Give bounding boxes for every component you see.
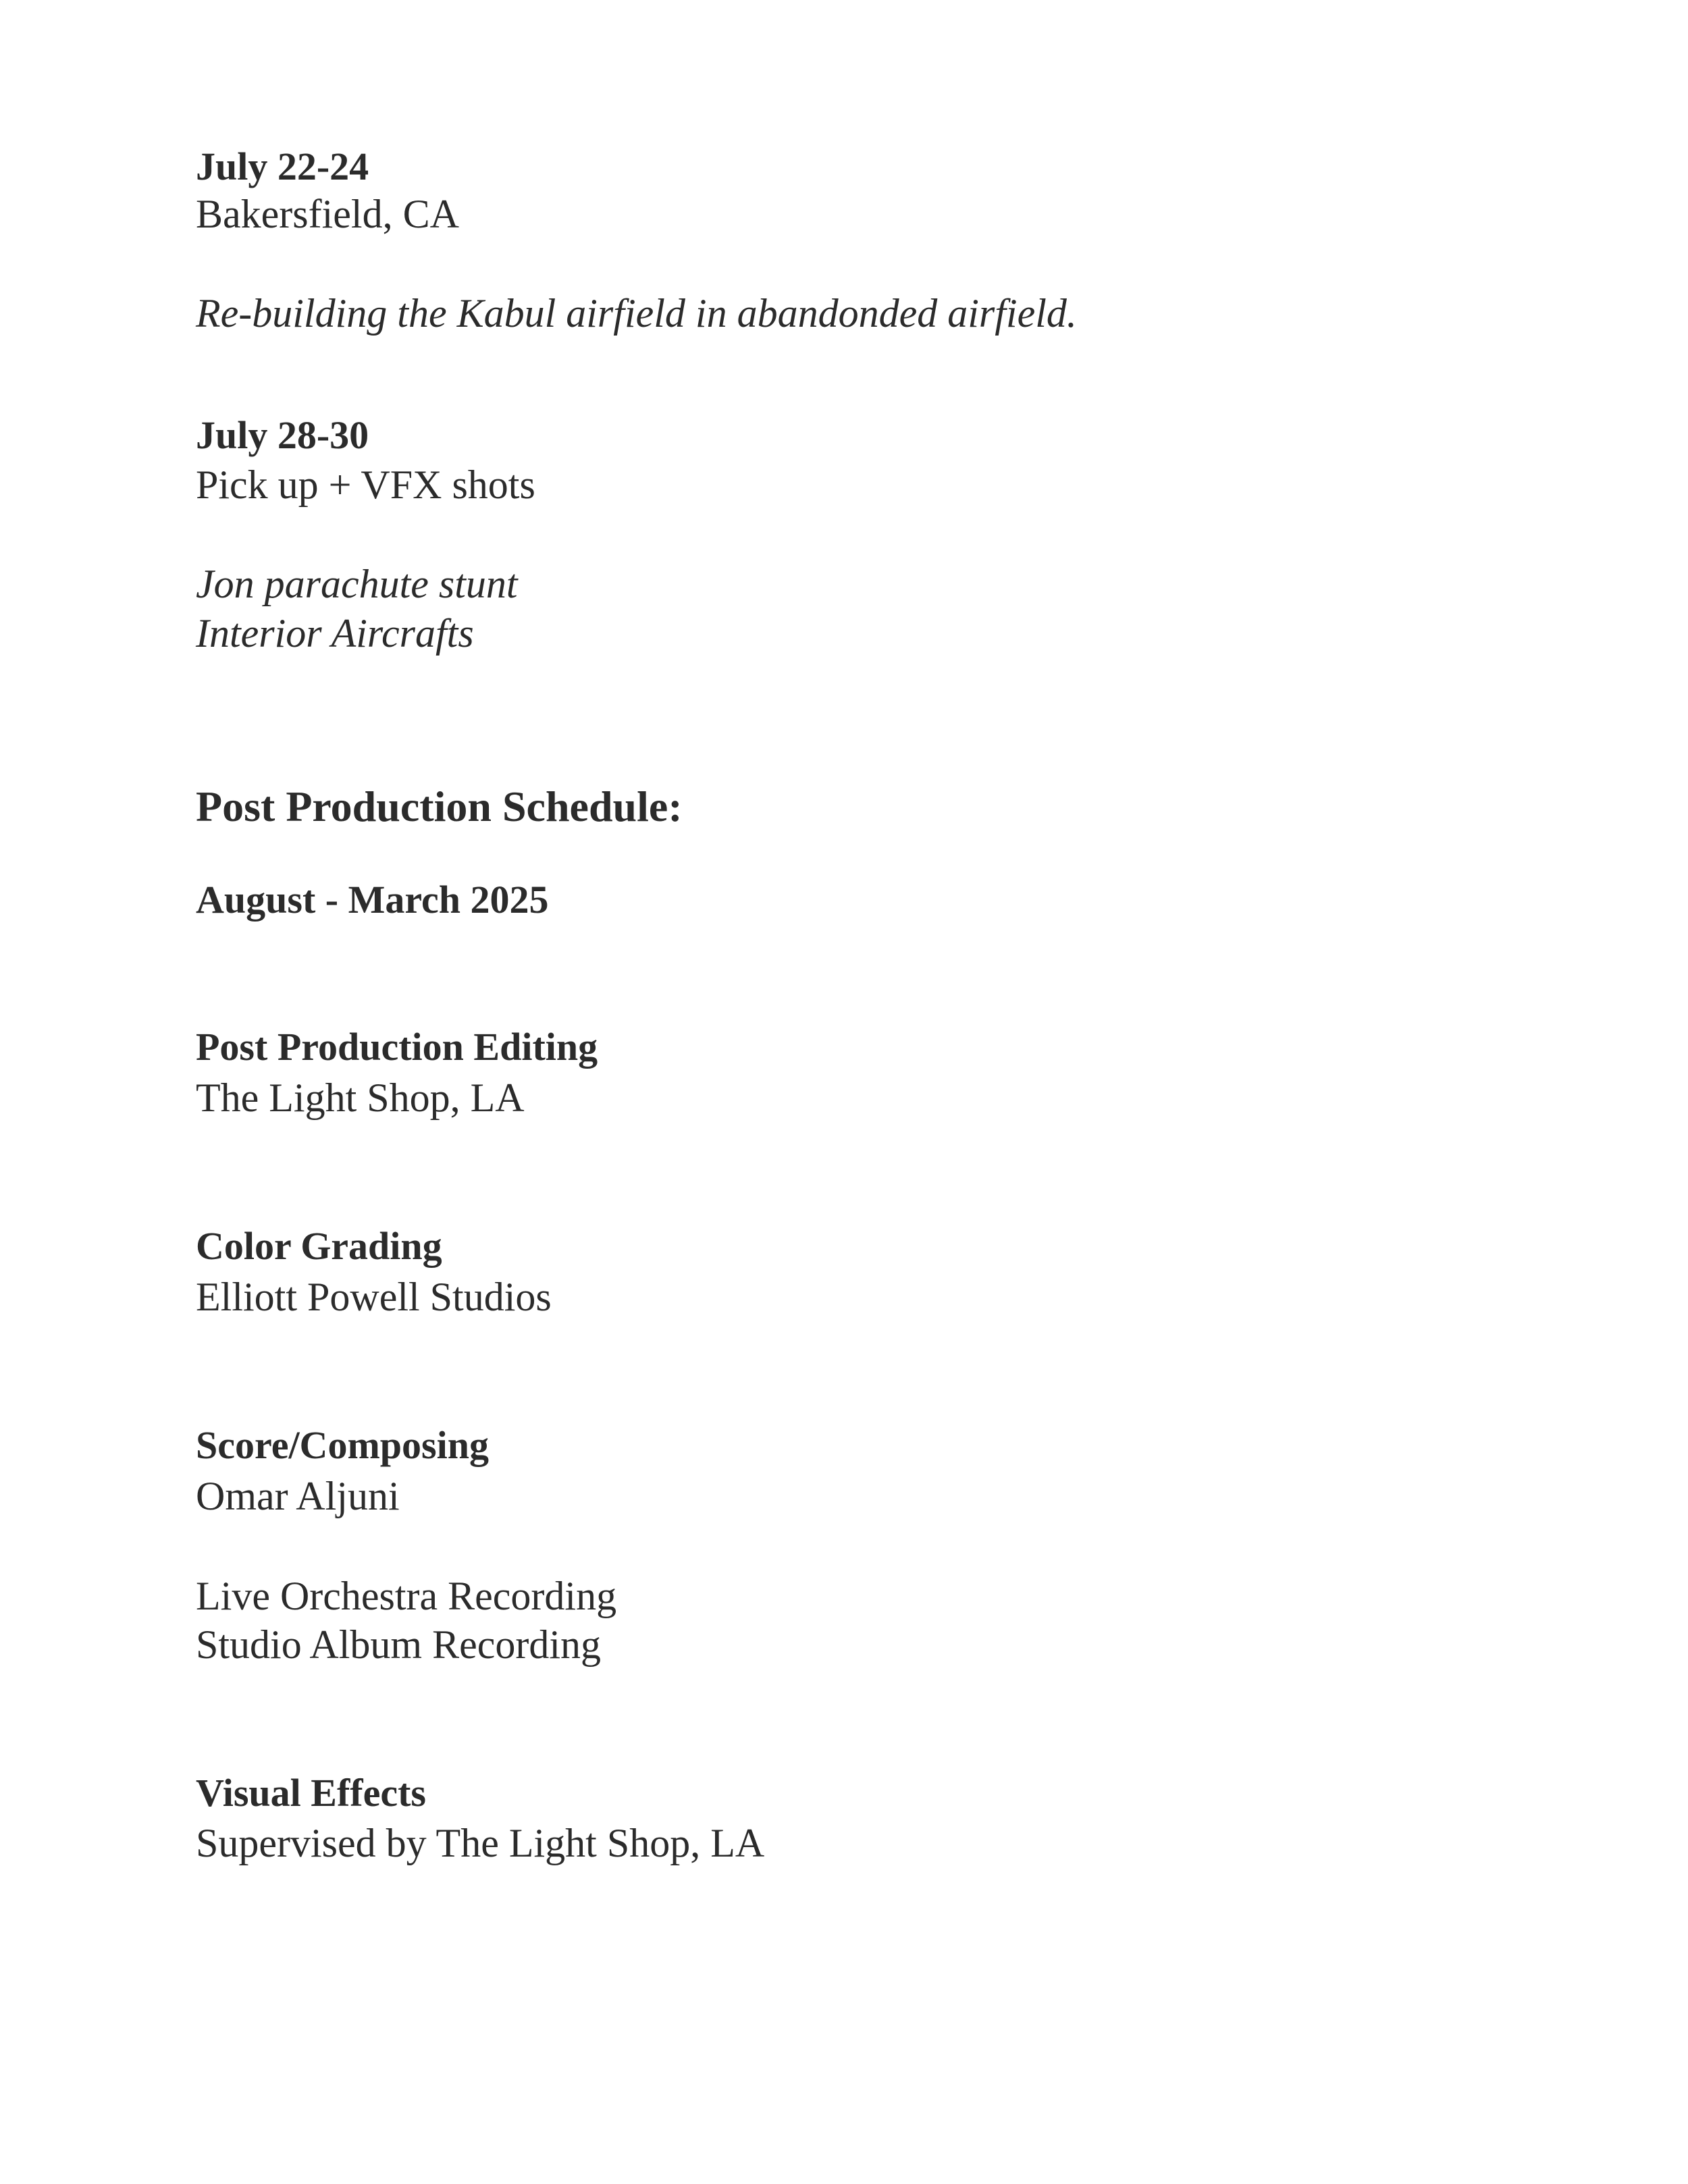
shoot-note: Jon parachute stunt <box>196 562 518 606</box>
shoot-location: Pick up + VFX shots <box>196 462 535 507</box>
shoot-date: July 28-30 <box>196 413 369 457</box>
post-item-value: Elliott Powell Studios <box>196 1275 552 1319</box>
post-item-value: The Light Shop, LA <box>196 1075 525 1120</box>
post-item-label: Post Production Editing <box>196 1025 598 1069</box>
shoot-date: July 22-24 <box>196 144 369 188</box>
post-item-label: Score/Composing <box>196 1423 489 1467</box>
post-item-label: Visual Effects <box>196 1771 426 1815</box>
post-production-date-range: August - March 2025 <box>196 878 549 922</box>
post-item-value: Omar Aljuni <box>196 1474 400 1518</box>
post-item-label: Color Grading <box>196 1224 442 1268</box>
post-item-value: Supervised by The Light Shop, LA <box>196 1821 765 1865</box>
post-item-extra: Live Orchestra Recording <box>196 1574 617 1618</box>
post-production-heading: Post Production Schedule: <box>196 782 683 830</box>
shoot-location: Bakersfield, CA <box>196 192 459 236</box>
shoot-note: Re-building the Kabul airfield in abandonded airfield. <box>196 291 1077 336</box>
post-item-extra: Studio Album Recording <box>196 1622 601 1667</box>
shoot-note: Interior Aircrafts <box>196 611 474 656</box>
